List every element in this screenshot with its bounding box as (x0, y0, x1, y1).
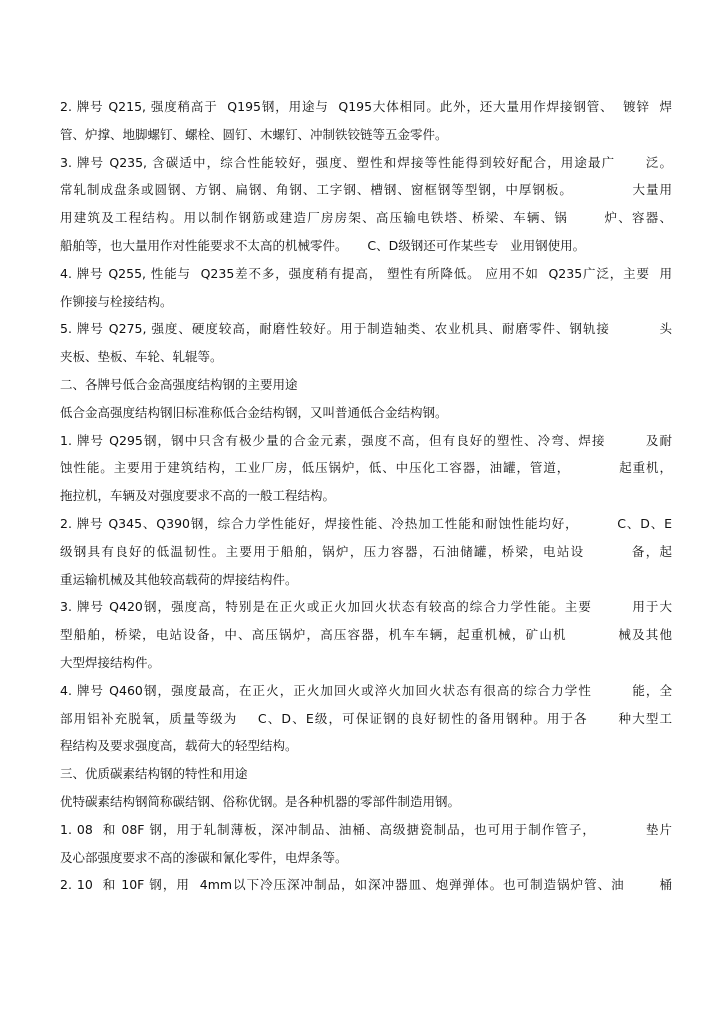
text-line: 2. 牌号 Q215, 强度稍高于 Q195钢，用途与 Q195大体相同。此外，还大量用作焊接钢管、 镀锌 焊 (60, 99, 672, 114)
text-line: 程结构及要求强度高，载荷大的轻型结构。 (60, 738, 298, 754)
text-line: 部用铝补充脱氧，质量等级为 C、D、E级，可保证钢的良好韧性的备用钢种。用于各 种大型工 (60, 710, 672, 726)
text-line: 5. 牌号 Q275, 强度、硬度较高，耐磨性较好。用于制造轴类、农业机具、耐磨零件、钢轨接 头 (60, 321, 672, 337)
text-line: 3. 牌号 Q235, 含碳适中，综合性能较好，强度、塑性和焊接等性能得到较好配合，用途最广 泛。 (60, 154, 672, 170)
text-line: 作铆接与栓接结构。 (60, 293, 173, 309)
text-line: 3. 牌号 Q420钢，强度高，特别是在正火或正火加回火状态有较高的综合力学性能。主要 用于大 (60, 599, 673, 615)
text-line: 优特碳素结构钢简称碳结钢、俗称优钢。是各种机器的零部件制造用钢。 (60, 793, 461, 809)
text-line: 三、优质碳素结构钢的特性和用途 (60, 766, 248, 782)
text-line: 大型焊接结构件。 (60, 654, 161, 670)
document-body (60, 93, 672, 899)
text-line: 重运输机械及其他较高载荷的焊接结构件。 (60, 571, 298, 587)
text-line: 2. 牌号 Q345、Q390钢，综合力学性能好，焊接性能、冷热加工性能和耐蚀性能均好， C、D、E (60, 515, 672, 531)
text-line: 4. 牌号 Q460钢，强度最高，在正火，正火加回火或淬火加回火状态有很高的综合力学性 能，全 (60, 682, 673, 698)
text-line: 型船舶，桥梁，电站设备，中、高压锅炉，高压容器，机车车辆，起重机械，矿山机 械及其他 (60, 627, 672, 643)
text-line: 及心部强度要求不高的渗碳和氰化零件，电焊条等。 (60, 849, 348, 865)
text-line: 夹板、垫板、车轮、轧辊等。 (60, 349, 223, 365)
text-line: 级钢具有良好的低温韧性。主要用于船舶，锅炉，压力容器，石油储罐，桥梁，电站设 备，起 (60, 543, 672, 559)
text-line: 拖拉机，车辆及对强度要求不高的一般工程结构。 (60, 488, 336, 504)
text-line: 2. 10 和 10F 钢，用 4mm以下冷压深冲制品，如深冲器皿、炮弹弹体。也可制造锅炉管、油 桶 (60, 877, 672, 893)
text-line: 二、各牌号低合金高强度结构钢的主要用途 (60, 376, 298, 392)
text-line: 蚀性能。主要用于建筑结构，工业厂房，低压锅炉，低、中压化工容器，油罐，管道， 起重机， (60, 460, 672, 476)
text-line: 常轧制成盘条或圆钢、方钢、扁钢、角钢、工字钢、槽钢、窗框钢等型钢，中厚钢板。 大量用 (60, 182, 672, 198)
text-line: 管、炉撑、地脚螺钉、螺栓、圆钉、木螺钉、冲制铁铰链等五金零件。 (60, 126, 448, 142)
text-line: 船舶等，也大量用作对性能要求不太高的机械零件。 C、D级钢还可作某些专 业用钢使用。 (60, 237, 586, 253)
text-line: 4. 牌号 Q255, 性能与 Q235差不多，强度稍有提高， 塑性有所降低。 应用不如 Q235广泛，主要 用 (60, 265, 672, 281)
text-line: 1. 08 和 08F 钢，用于轧制薄板，深冲制品、油桶、高级搪瓷制品，也可用于制作管子， 垫片 (60, 821, 672, 837)
text-line: 用建筑及工程结构。用以制作钢筋或建造厂房房架、高压输电铁塔、桥梁、车辆、锅 炉、容器、 (60, 210, 672, 226)
text-line: 1. 牌号 Q295钢，钢中只含有极少量的合金元素，强度不高，但有良好的塑性、冷弯、焊接 及耐 (60, 432, 672, 448)
text-line: 低合金高强度结构钢旧标准称低合金结构钢，又叫普通低合金结构钢。 (60, 404, 448, 420)
